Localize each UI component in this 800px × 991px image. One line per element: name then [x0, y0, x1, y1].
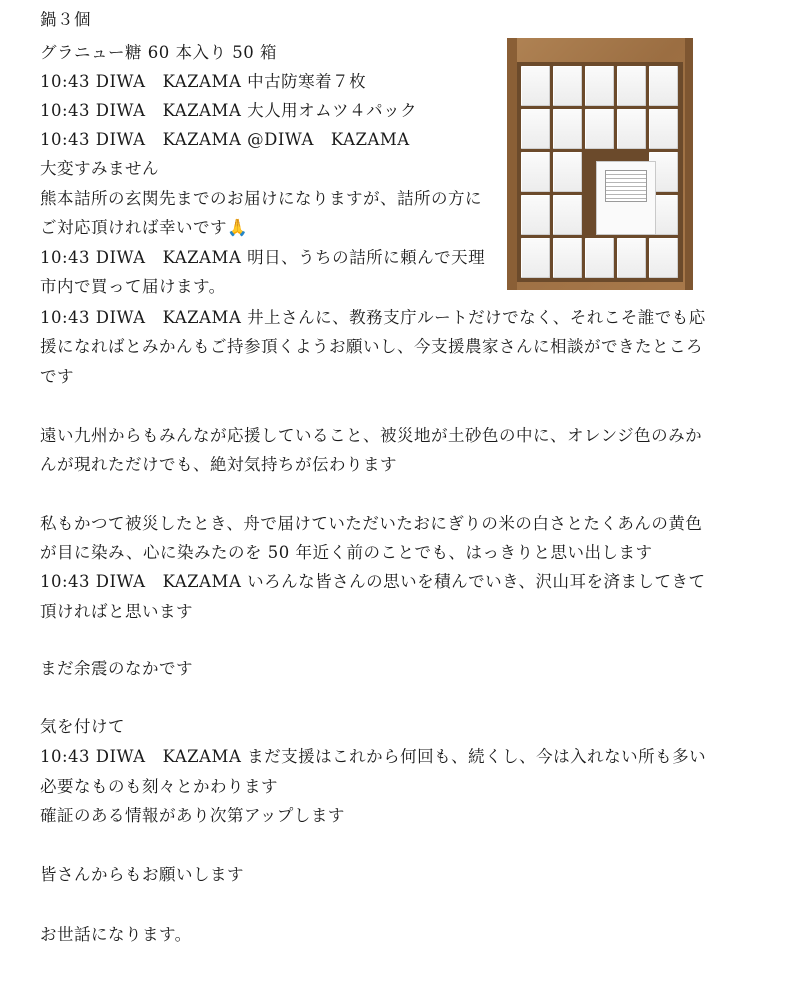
- text-line: 確証のある情報があり次第アップします: [40, 806, 345, 825]
- white-box: [617, 109, 646, 149]
- cardboard-flap-left: [507, 38, 517, 290]
- text-line: 大変すみません: [40, 159, 159, 178]
- white-box: [617, 238, 646, 278]
- cardboard-flap-right: [685, 38, 693, 290]
- text-line: 10:43 DIWA KAZAMA 井上さんに、教務支庁ルートだけでなく、それこそ誰でも応: [40, 308, 706, 327]
- text-line: 頂ければと思います: [40, 602, 193, 621]
- white-box: [649, 238, 678, 278]
- white-box: [585, 66, 614, 106]
- text-line: 市内で買って届けます。: [40, 277, 226, 296]
- white-box: [521, 66, 550, 106]
- text-line: 10:43 DIWA KAZAMA 中古防寒着７枚: [40, 72, 367, 91]
- text-line: 援になればとみかんもご持参頂くようお願いし、今支援農家さんに相談ができたところ: [40, 337, 703, 356]
- product-label: [605, 170, 647, 202]
- text-line: 10:43 DIWA KAZAMA まだ支援はこれから何回も、続くし、今は入れない所も多い: [40, 747, 707, 766]
- text-line: 10:43 DIWA KAZAMA 大人用オムツ４パック: [40, 101, 418, 120]
- white-box: [553, 66, 582, 106]
- white-box: [553, 109, 582, 149]
- labeled-box: [597, 162, 655, 234]
- box-interior: [517, 62, 683, 282]
- text-line: お世話になります。: [40, 925, 192, 944]
- white-box: [617, 66, 646, 106]
- white-box: [521, 238, 550, 278]
- text-line: 熊本詰所の玄関先までのお届けになりますが、詰所の方に: [40, 189, 482, 208]
- white-box: [649, 66, 678, 106]
- text-line: ご対応頂ければ幸いです🙏: [40, 218, 249, 237]
- white-box: [521, 195, 550, 235]
- white-box: [585, 109, 614, 149]
- text-line: 鍋３個: [40, 10, 91, 29]
- white-box: [553, 195, 582, 235]
- text-line: が目に染み、心に染みたのを 50 年近く前のことでも、はっきりと思い出します: [40, 543, 653, 562]
- text-line: 気を付けて: [40, 717, 125, 736]
- text-line: 私もかつて被災したとき、舟で届けていただいたおにぎりの米の白さとたくあんの黄色: [40, 514, 703, 533]
- text-line: 10:43 DIWA KAZAMA 明日、うちの詰所に頼んで天理: [40, 248, 486, 267]
- text-line: 皆さんからもお願いします: [40, 865, 244, 884]
- text-line: 10:43 DIWA KAZAMA いろんな皆さんの思いを積んでいき、沢山耳を済ましてきて: [40, 572, 706, 591]
- text-line: です: [40, 367, 74, 386]
- white-box: [521, 152, 550, 192]
- boxes-photo[interactable]: [507, 38, 693, 290]
- white-box: [553, 152, 582, 192]
- text-line: 遠い九州からもみんなが応援していること、被災地が土砂色の中に、オレンジ色のみか: [40, 426, 703, 445]
- text-line: まだ余震のなかです: [40, 659, 193, 678]
- white-box: [553, 238, 582, 278]
- white-box: [585, 238, 614, 278]
- text-line: グラニュー糖 60 本入り 50 箱: [40, 43, 277, 62]
- white-box: [649, 109, 678, 149]
- white-box: [521, 109, 550, 149]
- text-line: 必要なものも刻々とかわります: [40, 777, 278, 796]
- text-line: んが現れただけでも、絶対気持ちが伝わります: [40, 455, 397, 474]
- text-line: 10:43 DIWA KAZAMA @DIWA KAZAMA: [40, 130, 410, 149]
